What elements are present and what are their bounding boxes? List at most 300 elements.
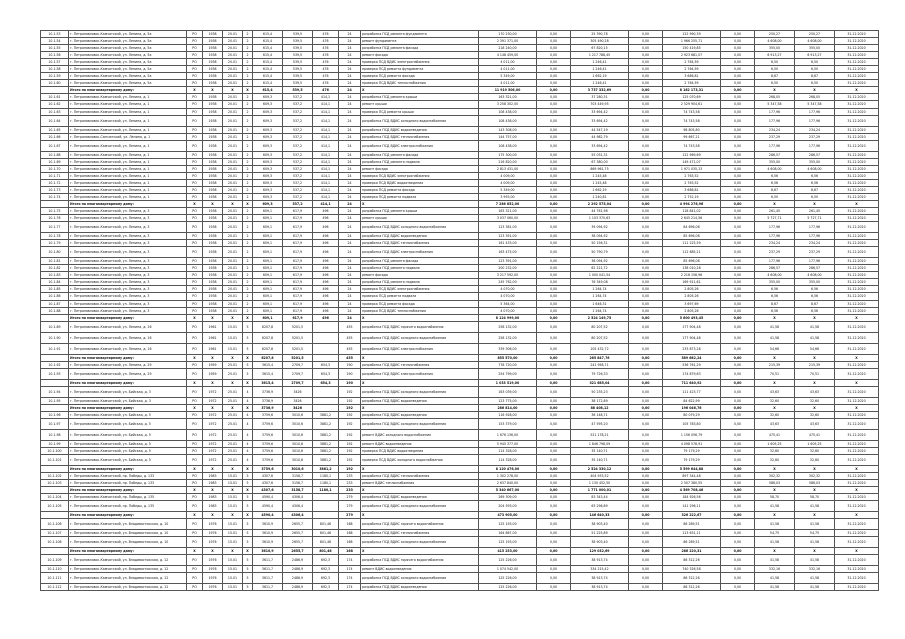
cost-cell: 170 230,00 xyxy=(479,31,537,38)
address-cell: г. Петропавловск-Камчатский, ул. Ленина, д. 1 xyxy=(69,179,187,186)
table-row xyxy=(41,555,879,566)
wall-material-cell: X xyxy=(187,87,203,94)
table-row xyxy=(41,115,879,126)
local-budget-cell: 404 933,52 xyxy=(571,473,629,480)
due-date-cell: 31.12.2020 xyxy=(835,555,879,566)
floors-cell: 5 xyxy=(243,343,253,354)
unit-cost-cell: 261,45 xyxy=(755,208,795,215)
due-date-cell: 31.12.2020 xyxy=(835,279,879,286)
limit-cost-cell: 4 608,00 xyxy=(795,272,835,279)
due-date-cell: 31.12.2020 xyxy=(835,530,879,537)
work-type-cell: разработка ПСД ВДИС водоотведения xyxy=(361,584,479,591)
unit-cost-cell: 177,96 xyxy=(755,115,795,126)
other-funds-cell: 0,00 xyxy=(721,307,755,314)
residents-cell: 24 xyxy=(339,200,361,207)
address-cell: г. Петропавловск-Камчатский, ул. Ленина, д. 5а xyxy=(69,52,187,59)
row-number-cell xyxy=(41,354,69,361)
floors-cell: 5 xyxy=(243,473,253,480)
local-budget-cell: 37 280,31 xyxy=(571,94,629,101)
local-budget-cell: 2 524 149,75 xyxy=(571,314,629,321)
year-built-cell: 1938 xyxy=(203,94,223,101)
date-cell: 20.01 xyxy=(223,286,243,293)
total-area-cell: 3611,7 xyxy=(253,555,283,566)
local-budget-cell: 1 646,31 xyxy=(571,300,629,307)
address-cell: г. Петропавловск-Камчатский, ул. Ленина, д. 1 xyxy=(69,172,187,179)
cost-cell: 123 775,00 xyxy=(479,397,537,404)
date-cell: 25.01 xyxy=(223,411,243,418)
due-date-cell: 31.12.2020 xyxy=(835,186,879,193)
other-funds-cell: 0,00 xyxy=(721,512,755,519)
cost-cell: 5 340 667,00 xyxy=(479,487,537,494)
living-area-cell: 537,2 xyxy=(283,133,313,140)
address-cell: Итого по многоквартирному дому: xyxy=(69,487,187,494)
nonresidential-area-cell: 496 xyxy=(313,279,339,286)
year-built-cell: 1938 xyxy=(203,133,223,140)
work-type-cell: разработка ПСД ВДИС водоотведения xyxy=(361,397,479,404)
row-number-cell: 10.1.57 xyxy=(41,59,69,66)
address-cell: г. Петропавловск-Камчатский, ул. Владивостокская, д. 12 xyxy=(69,566,187,573)
owners-funds-cell: 80 079,29 xyxy=(663,411,721,418)
date-cell: 20.01 xyxy=(223,80,243,87)
work-type-cell: разработка ПСД ремонта крыши xyxy=(361,94,479,101)
row-number-cell: 10.1.90 xyxy=(41,332,69,343)
fund-cell: 0,00 xyxy=(629,548,663,555)
floors-cell: 2 xyxy=(243,45,253,52)
limit-cost-cell: 6,50 xyxy=(795,66,835,73)
nonresidential-area-cell: 414,1 xyxy=(313,165,339,172)
year-built-cell: 1972 xyxy=(203,397,223,404)
total-area-cell: 6207,8 xyxy=(253,354,283,361)
unit-cost-cell: X xyxy=(755,200,795,207)
regional-fund-cell: 0,00 xyxy=(537,455,571,466)
work-type-cell: разработка ПСД ВДИС теплоснабжения xyxy=(361,240,479,247)
floors-cell: X xyxy=(243,314,253,321)
other-funds-cell: 0,00 xyxy=(721,530,755,537)
other-funds-cell: 0,00 xyxy=(721,555,755,566)
floors-cell: 2 xyxy=(243,126,253,133)
total-area-cell: 609,3 xyxy=(253,172,283,179)
owners-funds-cell: 111 423,77 xyxy=(663,386,721,397)
date-cell: 20.01 xyxy=(223,193,243,200)
total-area-cell: 615,4 xyxy=(253,31,283,38)
owners-funds-cell: 169 911,61 xyxy=(663,279,721,286)
work-type-cell: X xyxy=(361,466,479,473)
local-budget-cell: 3 737 332,69 xyxy=(571,87,629,94)
total-area-cell: 609,3 xyxy=(253,101,283,108)
limit-cost-cell: 286,57 xyxy=(795,265,835,272)
row-number-cell: 10.1.109 xyxy=(41,555,69,566)
fund-cell: 0,00 xyxy=(629,38,663,45)
work-type-cell: проверка ПСД ВДИС водоотведения xyxy=(361,179,479,186)
residents-cell: 24 xyxy=(339,133,361,140)
wall-material-cell: РО xyxy=(187,222,203,233)
nonresidential-area-cell: 496 xyxy=(313,233,339,240)
fund-cell: 0,00 xyxy=(629,512,663,519)
work-type-cell: разработка ПСД ВДИС теплоснабжения xyxy=(361,530,479,537)
unit-cost-cell: 355,00 xyxy=(755,279,795,286)
row-number-cell: 10.1.68 xyxy=(41,151,69,158)
address-cell: г. Петропавловск-Камчатский, ул. Ленина, д. 3 xyxy=(69,279,187,286)
unit-cost-cell: X xyxy=(755,512,795,519)
local-budget-cell: 1 246,41 xyxy=(571,59,629,66)
living-area-cell: 5201,5 xyxy=(283,354,313,361)
limit-cost-cell: 261,45 xyxy=(795,208,835,215)
nonresidential-area-cell: 496 xyxy=(313,307,339,314)
date-cell: 25.01 xyxy=(223,397,243,404)
limit-cost-cell: 177,96 xyxy=(795,258,835,265)
other-funds-cell: 0,00 xyxy=(721,126,755,133)
owners-funds-cell: 84 622,99 xyxy=(663,397,721,404)
local-budget-cell: 1 130 452,50 xyxy=(571,480,629,487)
fund-cell: 0,00 xyxy=(629,321,663,332)
living-area-cell: 3010,6 xyxy=(283,418,313,429)
row-number-cell: 10.1.59 xyxy=(41,73,69,80)
fund-cell: 0,00 xyxy=(629,455,663,466)
regional-fund-cell: 0,00 xyxy=(537,519,571,530)
local-budget-cell: 25 390,78 xyxy=(571,31,629,38)
wall-material-cell: РО xyxy=(187,172,203,179)
total-area-cell: 609,1 xyxy=(253,233,283,240)
local-budget-cell: 33 694,42 xyxy=(571,108,629,115)
limit-cost-cell: 475,41 xyxy=(795,429,835,440)
date-cell: X xyxy=(223,200,243,207)
local-budget-cell: 62 221,72 xyxy=(571,265,629,272)
other-funds-cell: 0,00 xyxy=(721,566,755,573)
year-built-cell: 1938 xyxy=(203,265,223,272)
residents-cell: 192 xyxy=(339,397,361,404)
year-built-cell: 1972 xyxy=(203,429,223,440)
regional-fund-cell: 0,00 xyxy=(537,307,571,314)
work-type-cell: разработка ПСД ВДИС холодного водоснабжения xyxy=(361,332,479,343)
due-date-cell: 31.12.2020 xyxy=(835,480,879,487)
row-number-cell: 10.1.107 xyxy=(41,530,69,537)
floors-cell: X xyxy=(243,404,253,411)
limit-cost-cell: X xyxy=(795,512,835,519)
limit-cost-cell: 332,16 xyxy=(795,566,835,573)
owners-funds-cell: 2 763,52 xyxy=(663,172,721,179)
year-built-cell: 1976 xyxy=(203,566,223,573)
regional-fund-cell: 0,00 xyxy=(537,186,571,193)
year-built-cell: 1938 xyxy=(203,279,223,286)
owners-funds-cell: 2 764,59 xyxy=(663,59,721,66)
residents-cell: 192 xyxy=(339,418,361,429)
address-cell: г. Петропавловск-Камчатский, ул. Ленина, д. 1 xyxy=(69,101,187,108)
regional-fund-cell: 0,00 xyxy=(537,101,571,108)
owners-funds-cell: 233 873,28 xyxy=(663,343,721,354)
owners-funds-cell: 149 471,07 xyxy=(663,158,721,165)
regional-fund-cell: 0,00 xyxy=(537,233,571,240)
table-row xyxy=(41,126,879,133)
row-number-cell: 10.1.63 xyxy=(41,108,69,115)
limit-cost-cell: 41,58 xyxy=(795,321,835,332)
unit-cost-cell: 234,24 xyxy=(755,240,795,247)
date-cell: 20.01 xyxy=(223,215,243,222)
table-row xyxy=(41,418,879,429)
floors-cell: 4 xyxy=(243,386,253,397)
wall-material-cell: РО xyxy=(187,343,203,354)
residents-cell: 279 xyxy=(339,512,361,519)
nonresidential-area-cell xyxy=(313,343,339,354)
unit-cost-cell: 41,58 xyxy=(755,332,795,343)
address-cell: г. Петропавловск-Камчатский, ул. Ленина, д. 5а xyxy=(69,38,187,45)
owners-funds-cell: 79 179,29 xyxy=(663,455,721,466)
other-funds-cell: 0,00 xyxy=(721,379,755,386)
living-area-cell: 2486,9 xyxy=(283,573,313,584)
cost-cell: 144 757,00 xyxy=(479,133,537,140)
wall-material-cell: РО xyxy=(187,73,203,80)
wall-material-cell: X xyxy=(187,487,203,494)
year-built-cell: 1983 xyxy=(203,473,223,480)
row-number-cell: 10.1.87 xyxy=(41,300,69,307)
nonresidential-area-cell: 496 xyxy=(313,272,339,279)
due-date-cell: 31.12.2020 xyxy=(835,165,879,172)
wall-material-cell: РО xyxy=(187,158,203,165)
living-area-cell: 617,9 xyxy=(283,222,313,233)
unit-cost-cell: 177,96 xyxy=(755,222,795,233)
table-row xyxy=(41,584,879,591)
nonresidential-area-cell: 654,3 xyxy=(313,361,339,368)
local-budget-cell: 33 694,42 xyxy=(571,115,629,126)
other-funds-cell: 0,00 xyxy=(721,279,755,286)
fund-cell: 0,00 xyxy=(629,101,663,108)
date-cell: X xyxy=(223,404,243,411)
date-cell: 20.01 xyxy=(223,66,243,73)
living-area-cell: 2655,7 xyxy=(283,519,313,530)
cost-cell: 2 637 840,00 xyxy=(479,480,537,487)
living-area-cell: 537,2 xyxy=(283,179,313,186)
regional-fund-cell: 0,00 xyxy=(537,158,571,165)
regional-fund-cell: 0,00 xyxy=(537,222,571,233)
row-number-cell: 10.1.67 xyxy=(41,140,69,151)
year-built-cell: 1959 xyxy=(203,361,223,368)
limit-cost-cell: 32,60 xyxy=(795,411,835,418)
nonresidential-area-cell: 414,1 xyxy=(313,193,339,200)
wall-material-cell: РО xyxy=(187,52,203,59)
total-area-cell: 609,1 xyxy=(253,240,283,247)
cost-cell: 8 124 999,00 xyxy=(479,314,537,321)
fund-cell: 0,00 xyxy=(629,115,663,126)
regional-fund-cell: 0,00 xyxy=(537,368,571,379)
living-area-cell: 4306,4 xyxy=(283,512,313,519)
floors-cell: 2 xyxy=(243,101,253,108)
unit-cost-cell: 8,67 xyxy=(755,186,795,193)
local-budget-cell: 38 913,74 xyxy=(571,584,629,591)
residents-cell: 455 xyxy=(339,343,361,354)
date-cell: 20.01 xyxy=(223,300,243,307)
nonresidential-area-cell xyxy=(313,321,339,332)
owners-funds-cell: 177 904,48 xyxy=(663,332,721,343)
unit-cost-cell: 6,56 xyxy=(755,179,795,186)
regional-fund-cell: 0,00 xyxy=(537,38,571,45)
work-type-cell: ремонт фасада xyxy=(361,165,479,172)
row-number-cell: 10.1.73 xyxy=(41,186,69,193)
cost-cell: 245 762,00 xyxy=(479,279,537,286)
date-cell: 15.01 xyxy=(223,501,243,512)
year-built-cell: 1938 xyxy=(203,101,223,108)
living-area-cell: 2486,9 xyxy=(283,566,313,573)
living-area-cell: 539,5 xyxy=(283,59,313,66)
row-number-cell: 10.1.97 xyxy=(41,418,69,429)
due-date-cell: 31.12.2020 xyxy=(835,38,879,45)
wall-material-cell: X xyxy=(187,314,203,321)
date-cell: 20.01 xyxy=(223,59,243,66)
limit-cost-cell: 250,27 xyxy=(795,31,835,38)
work-type-cell: разработка ПСД ремонта фасада xyxy=(361,45,479,52)
other-funds-cell: 0,00 xyxy=(721,247,755,258)
table-row xyxy=(41,45,879,52)
owners-funds-cell: 2 645 214,56 xyxy=(663,215,721,222)
regional-fund-cell: 0,00 xyxy=(537,537,571,548)
total-area-cell: 3759,6 xyxy=(253,440,283,447)
regional-fund-cell: 0,00 xyxy=(537,487,571,494)
due-date-cell: 31.12.2020 xyxy=(835,52,879,59)
cost-cell: 473 905,00 xyxy=(479,512,537,519)
owners-funds-cell: 5 600 493,45 xyxy=(663,314,721,321)
year-built-cell: 1976 xyxy=(203,584,223,591)
other-funds-cell: 0,00 xyxy=(721,447,755,454)
other-funds-cell: 0,00 xyxy=(721,584,755,591)
work-type-cell: ремонт крыши xyxy=(361,215,479,222)
owners-funds-cell: 1 156 056,79 xyxy=(663,429,721,440)
fund-cell: 0,00 xyxy=(629,193,663,200)
unit-cost-cell: 302,32 xyxy=(755,473,795,480)
local-budget-cell: 869 961,75 xyxy=(571,165,629,172)
local-budget-cell: 1 662,19 xyxy=(571,73,629,80)
limit-cost-cell: 32,60 xyxy=(795,397,835,404)
year-built-cell: 1938 xyxy=(203,240,223,247)
fund-cell: 0,00 xyxy=(629,126,663,133)
address-cell: г. Петропавловск-Камчатский, ул. Ленина, д. 3 xyxy=(69,222,187,233)
row-number-cell: 10.1.54 xyxy=(41,38,69,45)
limit-cost-cell: 41,58 xyxy=(795,573,835,584)
work-type-cell: разработка ПСД ВДИС водоотведения xyxy=(361,233,479,240)
table-row xyxy=(41,455,879,466)
table-row xyxy=(41,272,879,279)
regional-fund-cell: 0,00 xyxy=(537,494,571,501)
local-budget-cell: 1 662,19 xyxy=(571,186,629,193)
address-cell: г. Петропавловск-Камчатский, ул. Бийская, д. 5 xyxy=(69,455,187,466)
local-budget-cell: 44 982,79 xyxy=(571,133,629,140)
other-funds-cell: 0,00 xyxy=(721,265,755,272)
local-budget-cell: 33 694,42 xyxy=(571,140,629,151)
due-date-cell: 31.12.2020 xyxy=(835,418,879,429)
living-area-cell: 2655,7 xyxy=(283,530,313,537)
total-row xyxy=(41,512,879,519)
living-area-cell: 537,2 xyxy=(283,126,313,133)
living-area-cell: 617,9 xyxy=(283,307,313,314)
fund-cell: 0,00 xyxy=(629,279,663,286)
due-date-cell: 31.12.2020 xyxy=(835,258,879,265)
regional-fund-cell: 0,00 xyxy=(537,247,571,258)
other-funds-cell: 0,00 xyxy=(721,418,755,429)
year-built-cell: 1976 xyxy=(203,555,223,566)
residents-cell: 455 xyxy=(339,332,361,343)
year-built-cell: X xyxy=(203,379,223,386)
due-date-cell: 31.12.2020 xyxy=(835,455,879,466)
living-area-cell: 3158,7 xyxy=(283,473,313,480)
wall-material-cell: РО xyxy=(187,258,203,265)
row-number-cell: 10.1.74 xyxy=(41,193,69,200)
address-cell: г. Петропавловск-Камчатский, ул. Ленина, д. 5а xyxy=(69,59,187,66)
date-cell: 20.01 xyxy=(223,258,243,265)
owners-funds-cell: 711 640,92 xyxy=(663,379,721,386)
cost-cell: 125 193,00 xyxy=(479,537,537,548)
total-area-cell: 609,1 xyxy=(253,247,283,258)
work-type-cell: проверка ПСД ремонта крыши xyxy=(361,108,479,115)
total-row xyxy=(41,548,879,555)
address-cell: г. Петропавловск-Камчатский, пр. Победы, д. 135 xyxy=(69,494,187,501)
cost-cell: 5 349,00 xyxy=(479,186,537,193)
other-funds-cell: 0,00 xyxy=(721,519,755,530)
residents-cell: 233 xyxy=(339,487,361,494)
residents-cell: 279 xyxy=(339,501,361,512)
year-built-cell: 1938 xyxy=(203,73,223,80)
residents-cell: 192 xyxy=(339,411,361,418)
table-row xyxy=(41,233,879,240)
work-type-cell: ремонт фундамента xyxy=(361,38,479,45)
nonresidential-area-cell: 414,1 xyxy=(313,172,339,179)
cost-cell: 161 433,00 xyxy=(479,240,537,247)
fund-cell: 0,00 xyxy=(629,404,663,411)
date-cell: 20.01 xyxy=(223,233,243,240)
floors-cell: 2 xyxy=(243,94,253,101)
work-type-cell: разработка ПСД ВДИС электроснабжения xyxy=(361,343,479,354)
date-cell: 20.01 xyxy=(223,38,243,45)
unit-cost-cell: 4 608,00 xyxy=(755,38,795,45)
total-area-cell: 3611,7 xyxy=(253,573,283,584)
due-date-cell: X xyxy=(835,466,879,473)
unit-cost-cell: 6,50 xyxy=(755,59,795,66)
year-built-cell: 1976 xyxy=(203,519,223,530)
other-funds-cell: 0,00 xyxy=(721,272,755,279)
floors-cell: 2 xyxy=(243,215,253,222)
fund-cell: 0,00 xyxy=(629,397,663,404)
due-date-cell: 31.12.2020 xyxy=(835,233,879,240)
local-budget-cell: 76 349,08 xyxy=(571,279,629,286)
other-funds-cell: 0,00 xyxy=(721,473,755,480)
work-type-cell: X xyxy=(361,404,479,411)
local-budget-cell: 35 140,71 xyxy=(571,455,629,466)
wall-material-cell: РО xyxy=(187,418,203,429)
address-cell: г. Петропавловск-Камчатский, ул. Владивостокская, д. 12 xyxy=(69,573,187,584)
nonresidential-area-cell: 692,3 xyxy=(313,584,339,591)
due-date-cell: 31.12.2020 xyxy=(835,108,879,115)
total-area-cell: 3615,4 xyxy=(253,361,283,368)
limit-cost-cell: 286,57 xyxy=(795,151,835,158)
regional-fund-cell: 0,00 xyxy=(537,343,571,354)
living-area-cell: 3010,6 xyxy=(283,411,313,418)
owners-funds-cell: 740 326,58 xyxy=(663,566,721,573)
limit-cost-cell: 4 608,00 xyxy=(795,38,835,45)
limit-cost-cell: 177,96 xyxy=(795,115,835,126)
wall-material-cell: РО xyxy=(187,307,203,314)
owners-funds-cell: 177 904,48 xyxy=(663,321,721,332)
floors-cell: 5 xyxy=(243,573,253,584)
year-built-cell: 1983 xyxy=(203,494,223,501)
due-date-cell: 31.12.2020 xyxy=(835,573,879,584)
unit-cost-cell: 1 605,25 xyxy=(755,440,795,447)
fund-cell: 0,00 xyxy=(629,354,663,361)
table-row xyxy=(41,530,879,537)
work-type-cell: X xyxy=(361,512,479,519)
nonresidential-area-cell: 414,1 xyxy=(313,140,339,151)
table-row xyxy=(41,300,879,307)
total-area-cell: 609,1 xyxy=(253,293,283,300)
fund-cell: 0,00 xyxy=(629,272,663,279)
due-date-cell: 31.12.2020 xyxy=(835,59,879,66)
residents-cell: 190 xyxy=(339,379,361,386)
floors-cell: 2 xyxy=(243,38,253,45)
